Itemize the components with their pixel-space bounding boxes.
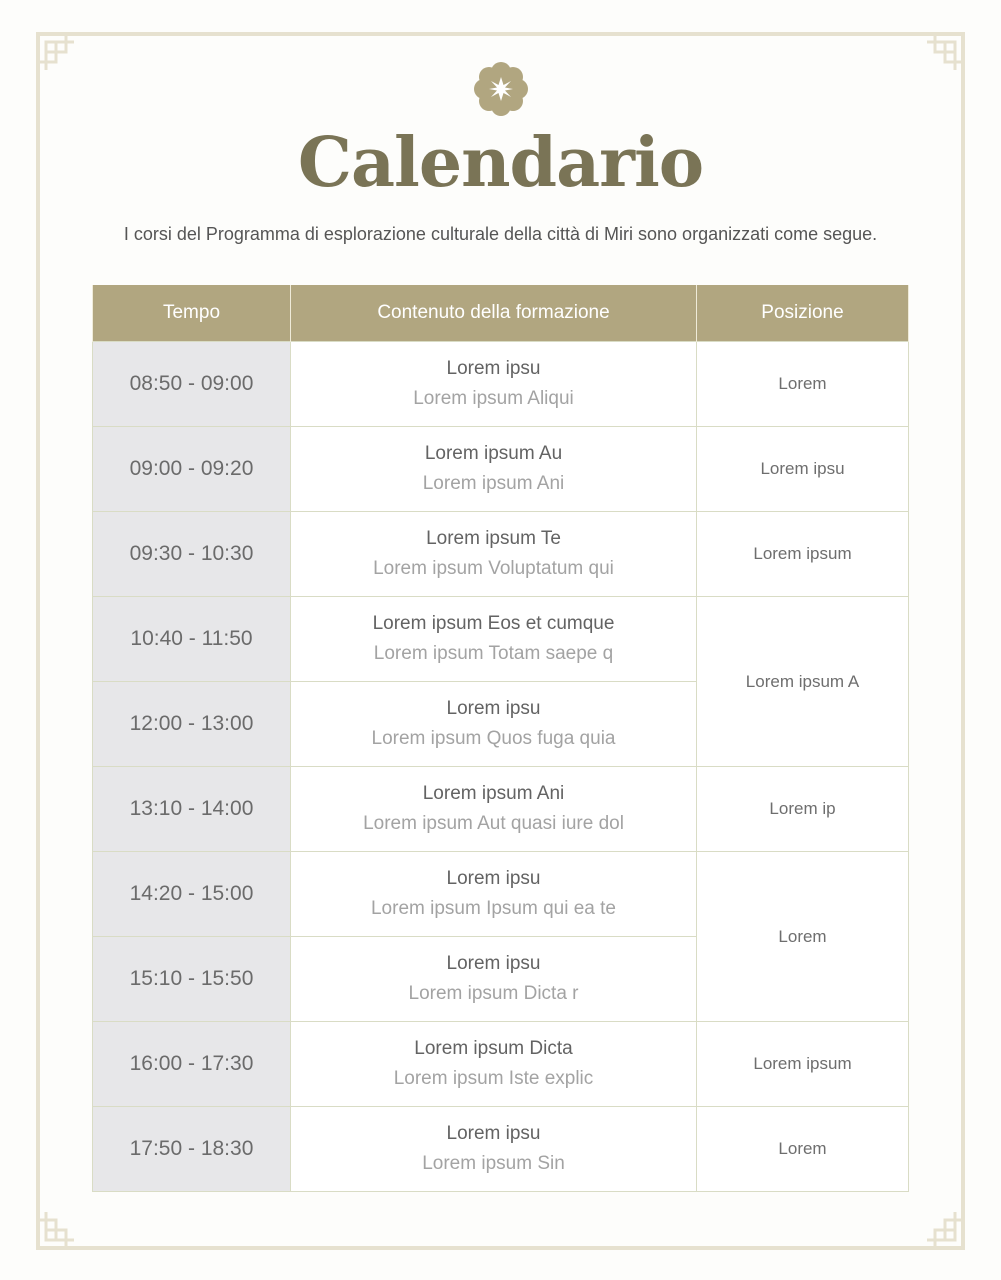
location-cell: Lorem xyxy=(697,1107,909,1192)
time-cell: 09:00 - 09:20 xyxy=(93,427,291,512)
course-detail: Lorem ipsum Ipsum qui ea te xyxy=(370,898,616,919)
course-title: Lorem ipsu xyxy=(446,1123,541,1144)
time-cell: 10:40 - 11:50 xyxy=(93,597,291,682)
course-detail: Lorem ipsum Sin xyxy=(422,1153,565,1174)
course-detail: Lorem ipsum Voluptatum qui xyxy=(373,558,614,579)
table-row xyxy=(93,1022,909,1107)
course-detail: Lorem ipsum Iste explic xyxy=(393,1068,594,1089)
course-detail: Lorem ipsum Aliqui xyxy=(413,388,574,409)
content-cell xyxy=(291,767,697,852)
table-row xyxy=(93,852,909,937)
course-title: Lorem ipsu xyxy=(446,698,541,719)
course-title: Lorem ipsu xyxy=(446,953,541,974)
course-title: Lorem ipsum Au xyxy=(424,443,563,464)
content-cell xyxy=(291,427,697,512)
schedule-table xyxy=(92,285,909,1192)
location-cell: Lorem ipsum A xyxy=(697,597,909,767)
content-cell xyxy=(291,597,697,682)
content-cell xyxy=(291,1107,697,1192)
content-cell xyxy=(291,937,697,1022)
time-cell: 17:50 - 18:30 xyxy=(93,1107,291,1192)
course-detail: Lorem ipsum Totam saepe q xyxy=(373,643,614,664)
fretwork-corner-icon xyxy=(925,32,965,72)
course-detail: Lorem ipsum Ani xyxy=(422,473,565,494)
time-cell: 09:30 - 10:30 xyxy=(93,512,291,597)
location-cell: Lorem xyxy=(697,342,909,427)
location-cell: Lorem ipsum xyxy=(697,1022,909,1107)
column-header-location: Posizione xyxy=(697,285,909,342)
course-title: Lorem ipsum Dicta xyxy=(414,1038,573,1059)
course-title: Lorem ipsum Eos et cumque xyxy=(372,613,615,634)
column-header-content: Contenuto della formazione xyxy=(291,285,697,342)
table-row xyxy=(93,427,909,512)
time-cell: 16:00 - 17:30 xyxy=(93,1022,291,1107)
content-cell xyxy=(291,1022,697,1107)
location-cell: Lorem xyxy=(697,852,909,1022)
time-cell: 08:50 - 09:00 xyxy=(93,342,291,427)
time-cell: 14:20 - 15:00 xyxy=(93,852,291,937)
table-row xyxy=(93,512,909,597)
column-header-time: Tempo xyxy=(93,285,291,342)
table-row xyxy=(93,1107,909,1192)
table-row xyxy=(93,767,909,852)
fretwork-corner-icon xyxy=(36,32,76,72)
page-title: Calendario xyxy=(297,123,704,203)
content-cell xyxy=(291,852,697,937)
location-cell: Lorem ipsu xyxy=(697,427,909,512)
content-cell xyxy=(291,682,697,767)
time-cell: 13:10 - 14:00 xyxy=(93,767,291,852)
location-cell: Lorem ipsum xyxy=(697,512,909,597)
table-row xyxy=(93,342,909,427)
course-title: Lorem ipsu xyxy=(446,868,541,889)
table-row xyxy=(93,597,909,682)
time-cell: 12:00 - 13:00 xyxy=(93,682,291,767)
course-detail: Lorem ipsum Dicta r xyxy=(408,983,579,1004)
time-cell: 15:10 - 15:50 xyxy=(93,937,291,1022)
content-cell xyxy=(291,512,697,597)
course-title: Lorem ipsu xyxy=(446,358,541,379)
course-detail: Lorem ipsum Quos fuga quia xyxy=(371,728,616,749)
course-detail: Lorem ipsum Aut quasi iure dol xyxy=(363,813,624,834)
page-subtitle: I corsi del Programma di esplorazione culturale della città di Miri sono organizzati come segue. xyxy=(123,224,878,244)
content-cell xyxy=(291,342,697,427)
fretwork-corner-icon xyxy=(925,1210,965,1250)
course-title: Lorem ipsum Ani xyxy=(422,783,565,804)
location-cell: Lorem ip xyxy=(697,767,909,852)
course-title: Lorem ipsum Te xyxy=(426,528,561,549)
fretwork-corner-icon xyxy=(36,1210,76,1250)
table-header-row xyxy=(93,285,909,342)
flower-star-icon xyxy=(473,61,529,117)
